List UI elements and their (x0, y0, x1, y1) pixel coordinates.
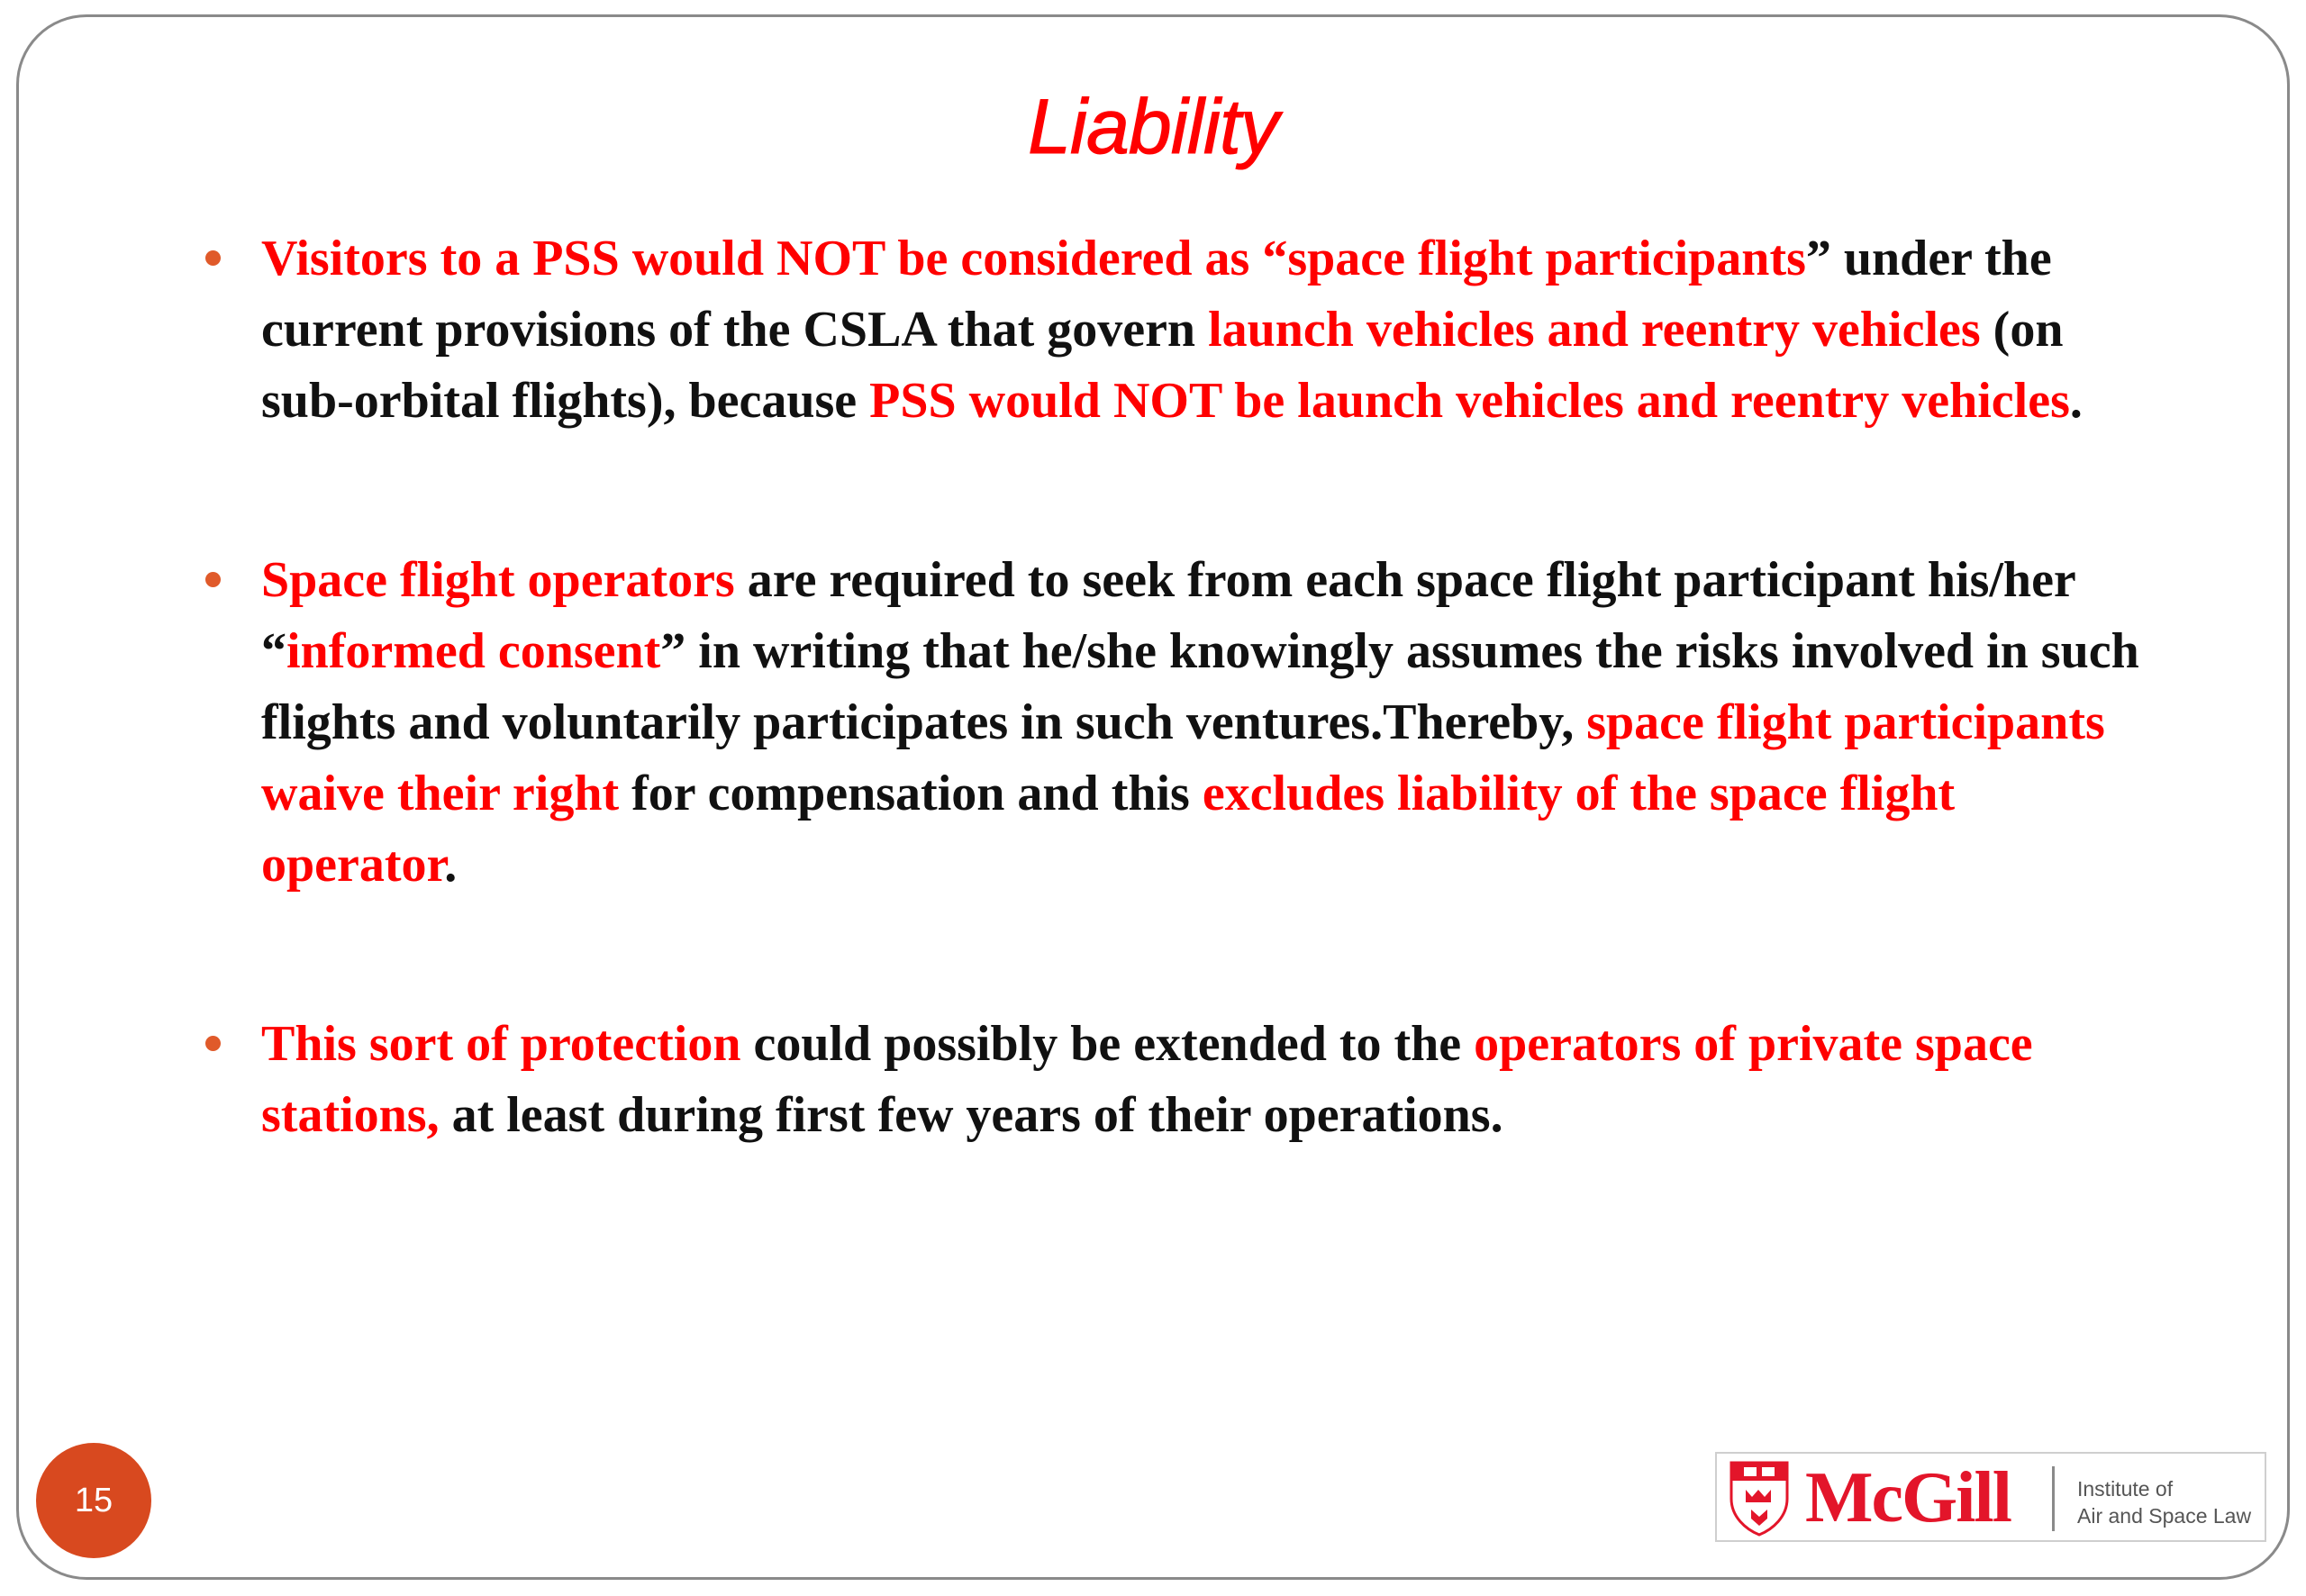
bullet-1-text-6: . (2069, 373, 2083, 429)
bullet-3-text-4: at least during first few years of their operations. (439, 1087, 1503, 1143)
bullet-item-1 (261, 223, 2153, 437)
bullet-item-2 (261, 545, 2153, 901)
mcgill-shield-icon (1728, 1459, 1791, 1537)
bullet-1-text-2: ” under the current provisions of the CSLA that govern (261, 231, 2052, 358)
logo-wordmark: McGill (1805, 1458, 2011, 1537)
bullet-1-text-4: (on sub-orbital flights), because (261, 302, 2064, 429)
page-number-badge: 15 (36, 1443, 151, 1558)
logo-institute-line-2: Air and Space Law (2077, 1504, 2252, 1528)
bullet-1-text-1: Visitors to a PSS would NOT be considered as “space flight participants (261, 231, 1806, 286)
slide-title: Liability (1028, 84, 1278, 170)
bullet-2-text-4: ” in writing that he/she knowingly assumes the risks involved in such flights and voluntarily participates in such ventures.Thereby, (261, 623, 2139, 750)
bullet-1-text-5: PSS would NOT be launch vehicles and reentry vehicles (869, 373, 2070, 429)
bullet-3-text-1: This sort of protection (261, 1016, 741, 1072)
logo-institute (2077, 1475, 2251, 1529)
bullet-2-text-8: . (444, 837, 458, 893)
logo-divider (2052, 1466, 2055, 1531)
bullet-2-text-7: excludes liability of the space flight operator (261, 766, 1956, 893)
mcgill-logo (1715, 1452, 2266, 1542)
bullet-list (261, 223, 2153, 1151)
bullet-dot-icon (205, 1036, 221, 1051)
bullet-dot-icon (205, 250, 221, 266)
bullet-2-text-5: space flight participants waive their right (261, 694, 2105, 821)
bullet-3-text-2: could possibly be extended to the (740, 1016, 1475, 1072)
bullet-2-text-2: are required to seek from each space flight participant his/her “ (261, 552, 2075, 679)
bullet-2-text-3: informed consent (286, 623, 661, 679)
bullet-item-3 (261, 1009, 2153, 1151)
logo-institute-line-1: Institute of (2077, 1477, 2174, 1501)
bullet-2-text-1: Space flight operators (261, 552, 735, 608)
bullet-3-text-3: operators of private space stations, (261, 1016, 2033, 1143)
bullet-2-text-6: for compensation and this (619, 766, 1203, 821)
bullet-1-text-3: launch vehicles and reentry vehicles (1208, 302, 1981, 358)
bullet-dot-icon (205, 572, 221, 587)
